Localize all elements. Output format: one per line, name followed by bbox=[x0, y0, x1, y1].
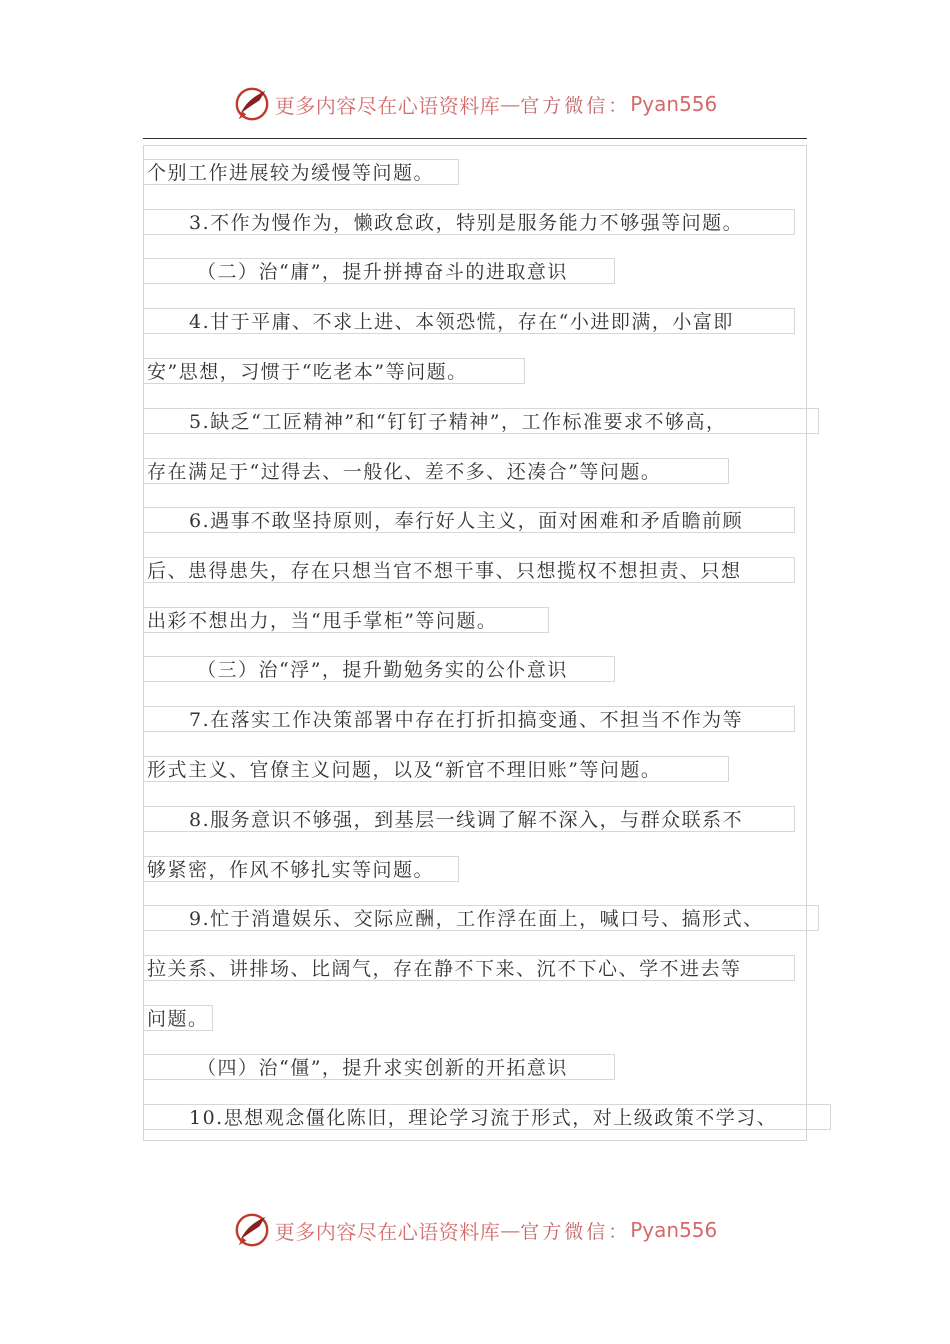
wechat-id: Pyan556 bbox=[630, 92, 718, 116]
section-heading: （二）治“庸”，提升拼搏奋斗的进取意识 bbox=[143, 258, 615, 284]
text-line: 后、患得患失，存在只想当官不想干事、只想揽权不想担责、只想 bbox=[143, 557, 795, 583]
banner-dash: — bbox=[500, 92, 521, 116]
banner-text: 更多内容尽在心语资料库 bbox=[274, 93, 501, 118]
banner-dash: — bbox=[500, 1218, 521, 1242]
banner-label: 官方微信： bbox=[520, 94, 631, 117]
text-line: 7.在落实工作决策部署中存在打折扣搞变通、不担当不作为等 bbox=[143, 706, 795, 732]
text-line: 10.思想观念僵化陈旧，理论学习流于形式，对上级政策不学习、 bbox=[143, 1104, 831, 1130]
banner-text: 更多内容尽在心语资料库 bbox=[274, 1219, 501, 1244]
text-line: 3.不作为慢作为，懒政怠政，特别是服务能力不够强等问题。 bbox=[143, 209, 795, 235]
header-rule bbox=[143, 138, 807, 139]
text-line: 形式主义、官僚主义问题，以及“新官不理旧账”等问题。 bbox=[143, 756, 729, 782]
section-heading: （三）治“浮”，提升勤勉务实的公仆意识 bbox=[143, 656, 615, 682]
text-line: 6.遇事不敢坚持原则，奉行好人主义，面对困难和矛盾瞻前顾 bbox=[143, 507, 795, 533]
text-line: 8.服务意识不够强，到基层一线调了解不深入，与群众联系不 bbox=[143, 806, 795, 832]
text-line: 5.缺乏“工匠精神”和“钉钉子精神”，工作标准要求不够高， bbox=[143, 408, 819, 434]
text-line: 安”思想，习惯于“吃老本”等问题。 bbox=[143, 358, 525, 384]
content-frame bbox=[143, 145, 807, 1141]
text-line: 9.忙于消遣娱乐、交际应酬，工作浮在面上，喊口号、搞形式、 bbox=[143, 905, 819, 931]
text-line: 出彩不想出力，当“甩手掌柜”等问题。 bbox=[143, 607, 549, 633]
text-line: 4.甘于平庸、不求上进、本领恐慌，存在“小进即满，小富即 bbox=[143, 308, 795, 334]
text-line: 问题。 bbox=[143, 1005, 213, 1031]
pen-logo-icon bbox=[233, 1211, 271, 1249]
text-line: 个别工作进展较为缓慢等问题。 bbox=[143, 159, 459, 185]
section-heading: （四）治“僵”，提升求实创新的开拓意识 bbox=[143, 1054, 615, 1080]
header-banner bbox=[0, 84, 950, 124]
text-line: 存在满足于“过得去、一般化、差不多、还凑合”等问题。 bbox=[143, 458, 729, 484]
banner-label: 官方微信： bbox=[520, 1220, 631, 1243]
pen-logo-icon bbox=[233, 85, 271, 123]
text-line: 拉关系、讲排场、比阔气，存在静不下来、沉不下心、学不进去等 bbox=[143, 955, 795, 981]
footer-banner bbox=[0, 1210, 950, 1250]
text-line: 够紧密，作风不够扎实等问题。 bbox=[143, 856, 459, 882]
wechat-id: Pyan556 bbox=[630, 1218, 718, 1242]
